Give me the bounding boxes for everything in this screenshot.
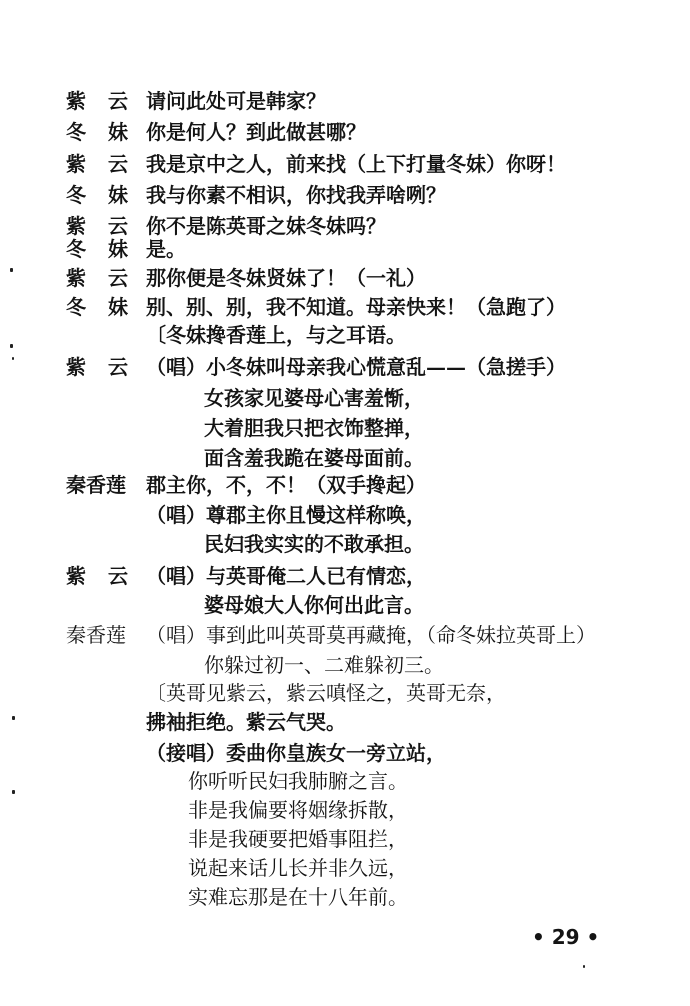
speaker-label: 紫 云 (66, 564, 128, 588)
scan-speck (10, 344, 13, 348)
verse-text: 说起来话儿长并非久远， (188, 856, 408, 880)
verse-text: 实难忘那是在十八年前。 (188, 885, 408, 909)
dialogue-text: 你是何人？到此做甚哪？ (146, 120, 366, 144)
verse-text: 非是我硬要把婚事阻拦， (188, 827, 408, 851)
dialogue-text: 是。 (146, 237, 186, 261)
dialogue-text: 你不是陈英哥之妹冬妹吗？ (146, 214, 386, 238)
verse-text: 面含羞我跪在婆母面前。 (204, 446, 424, 470)
dialogue-text: 请问此处可是韩家？ (146, 89, 326, 113)
sung-text: （唱）尊郡主你且慢这样称唤， (146, 503, 426, 527)
dialogue-text: （唱）事到此叫英哥莫再藏掩，（命冬妹拉英哥上） (146, 623, 596, 647)
scan-speck (12, 790, 15, 794)
speaker-label: 冬 妹 (66, 120, 128, 144)
scan-speck (12, 716, 15, 720)
dialogue-text: 郡主你，不，不！（双手搀起） (146, 473, 426, 497)
verse-text: 非是我偏要将姻缘拆散， (188, 798, 408, 822)
sung-text: （接唱）委曲你皇族女一旁立站， (146, 741, 446, 765)
dialogue-text: 我是京中之人，前来找（上下打量冬妹）你呀！ (146, 152, 566, 176)
verse-text: 婆母娘大人你何出此言。 (204, 593, 424, 617)
verse-text: 你听听民妇我肺腑之言。 (188, 769, 408, 793)
speaker-label: 紫 云 (66, 152, 128, 176)
scan-speck (10, 268, 13, 272)
verse-text: 女孩家见婆母心害羞惭， (204, 386, 424, 410)
dialogue-text: 我与你素不相识，你找我弄啥咧？ (146, 183, 446, 207)
stage-direction-text: 拂袖拒绝。紫云气哭。 (146, 710, 346, 734)
page-number: • 29 • (532, 925, 600, 949)
speaker-label: 紫 云 (66, 214, 128, 238)
speaker-label: 冬 妹 (66, 237, 128, 261)
dialogue-text: 别、别、别，我不知道。母亲快来！（急跑了） (146, 295, 566, 319)
scan-speck (12, 357, 14, 360)
speaker-label: 冬 妹 (66, 295, 128, 319)
speaker-label: 秦香莲 (66, 623, 126, 647)
verse-text: 民妇我实实的不敢承担。 (204, 532, 424, 556)
dialogue-text: （唱）小冬妹叫母亲我心慌意乱——（急搓手） (146, 355, 566, 379)
verse-text: 大着胆我只把衣饰整掸， (204, 416, 424, 440)
speaker-label: 紫 云 (66, 89, 128, 113)
speaker-label: 冬 妹 (66, 183, 128, 207)
verse-text: 你躲过初一、二难躲初三。 (204, 653, 444, 677)
speaker-label: 紫 云 (66, 355, 128, 379)
scan-speck (583, 965, 585, 968)
dialogue-text: （唱）与英哥俺二人已有情恋， (146, 564, 426, 588)
stage-direction-text: 〔英哥见紫云，紫云嗔怪之，英哥无奈， (146, 681, 506, 705)
speaker-label: 紫 云 (66, 266, 128, 290)
stage-direction-text: 〔冬妹搀香莲上，与之耳语。 (146, 323, 406, 347)
dialogue-text: 那你便是冬妹贤妹了！（一礼） (146, 266, 426, 290)
speaker-label: 秦香莲 (66, 473, 126, 497)
